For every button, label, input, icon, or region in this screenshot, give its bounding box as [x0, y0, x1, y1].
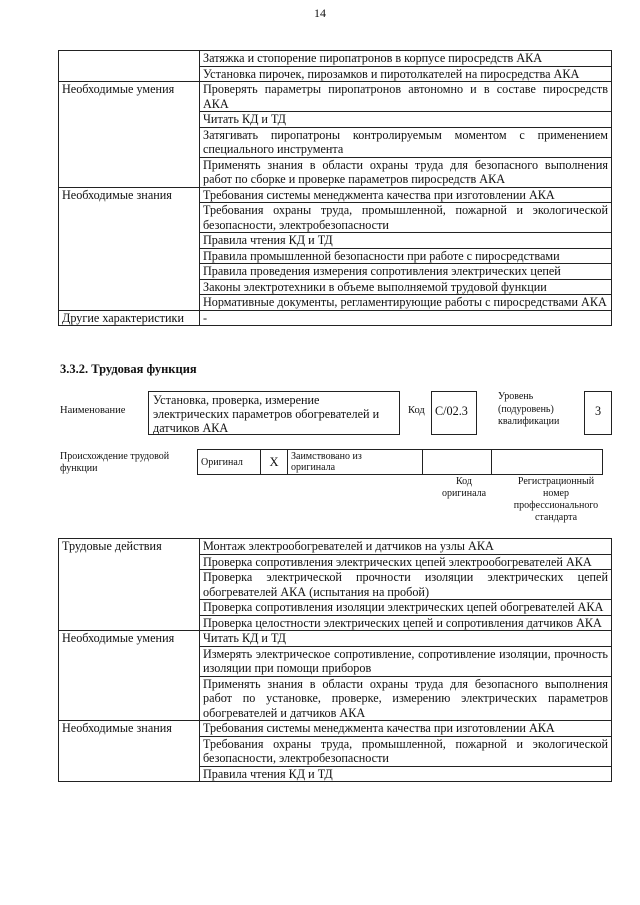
row-text: -	[200, 310, 612, 326]
row-text: Читать КД и ТД	[200, 112, 612, 128]
row-text: Проверка электрической прочности изоляции электрических цепей обогревателей АКА (испытания на пробой)	[200, 570, 612, 600]
function-code: С/02.3	[431, 391, 477, 435]
function-name: Установка, проверка, измерение электрических параметров обогревателей и датчиков АКА	[148, 391, 400, 435]
row-text: Правила промышленной безопасности при работе с пиросредствами	[200, 248, 612, 264]
registration-number-cell	[492, 450, 603, 475]
section-title: 3.3.2. Трудовая функция	[60, 362, 197, 376]
row-text: Проверка целостности электрических цепей и сопротивления датчиков АКА	[200, 615, 612, 631]
row-label: Другие характеристики	[59, 310, 200, 326]
level-label-line: Уровень	[498, 391, 534, 402]
original-label: Оригинал	[198, 450, 261, 475]
row-text: Нормативные документы, регламентирующие работы с пиросредствами АКА	[200, 295, 612, 311]
origin-label	[60, 451, 169, 475]
table-row	[59, 51, 612, 67]
code-caption	[430, 476, 498, 500]
row-text: Затягивать пиропатроны контролируемым моментом с применением специального инструмента	[200, 127, 612, 157]
original-mark: X	[261, 450, 288, 475]
row-text: Применять знания в области охраны труда для безопасного выполнения работ по установке, проверке, измерению электрических параметров обогревателей и датчиков АКА	[200, 676, 612, 721]
borrowed-label-line: Заимствовано из	[291, 451, 362, 462]
table-row	[59, 310, 612, 326]
origin-label-line: функции	[60, 463, 98, 474]
row-text: Читать КД и ТД	[200, 631, 612, 647]
table-row	[59, 721, 612, 737]
row-text: Законы электротехники в объеме выполняемой трудовой функции	[200, 279, 612, 295]
origin-label-line: Происхождение трудовой	[60, 451, 170, 462]
row-text: Установка пирочек, пирозамков и пиротолкателей на пиросредства АКА	[200, 66, 612, 82]
row-text: Проверка сопротивления изоляции электрических цепей обогревателей АКА	[200, 600, 612, 616]
level-label	[498, 391, 559, 429]
qualification-level: 3	[584, 391, 612, 435]
borrowed-label-line: оригинала	[291, 462, 336, 473]
function-header	[58, 391, 612, 435]
row-text: Проверка сопротивления электрических цепей электрообогревателей АКА	[200, 554, 612, 570]
page-number: 14	[314, 6, 326, 20]
row-label: Необходимые знания	[59, 187, 200, 310]
table-row	[59, 187, 612, 203]
registration-caption-line: профессионального	[513, 500, 599, 511]
labor-function-table	[58, 538, 612, 782]
table-row	[59, 539, 612, 555]
labor-function-table-continued	[58, 50, 612, 326]
row-text: Затяжка и стопорение пиропатронов в корпусе пиросредств АКА	[200, 51, 612, 67]
table-row	[198, 450, 603, 475]
row-text: Требования системы менеджмента качества при изготовлении АКА	[200, 187, 612, 203]
row-label	[59, 51, 200, 82]
registration-caption-line: Регистрационный	[517, 476, 595, 487]
row-text: Монтаж электрообогревателей и датчиков на узлы АКА	[200, 539, 612, 555]
registration-caption-line: стандарта	[534, 512, 578, 523]
row-label: Необходимые знания	[59, 721, 200, 782]
row-text: Требования охраны труда, промышленной, пожарной и экологической безопасности, электробезопасности	[200, 736, 612, 766]
row-label: Трудовые действия	[59, 539, 200, 631]
table-row	[59, 631, 612, 647]
row-text: Измерять электрическое сопротивление, сопротивление изоляции, прочность изоляции при помощи приборов	[200, 646, 612, 676]
registration-caption-line: номер	[543, 488, 569, 499]
row-label: Необходимые умения	[59, 82, 200, 188]
level-label-line: (подуровень)	[498, 403, 554, 415]
row-text: Требования охраны труда, промышленной, пожарной и экологической безопасности, электробезопасности	[200, 203, 612, 233]
registration-caption	[500, 476, 612, 524]
row-text: Применять знания в области охраны труда для безопасного выполнения работ по сборке и проверке параметров пиросредств АКА	[200, 157, 612, 187]
origin-table	[197, 449, 603, 475]
name-label: Наименование	[60, 405, 126, 416]
level-label-line: квалификации	[498, 416, 560, 427]
row-text: Правила чтения КД и ТД	[200, 233, 612, 249]
code-label: Код	[408, 405, 425, 416]
table-row	[59, 82, 612, 112]
code-caption-line: Код	[456, 476, 472, 487]
original-code-cell	[423, 450, 492, 475]
code-caption-line: оригинала	[441, 488, 487, 499]
row-text: Требования системы менеджмента качества при изготовлении АКА	[200, 721, 612, 737]
row-text: Правила чтения КД и ТД	[200, 766, 612, 782]
row-label: Необходимые умения	[59, 631, 200, 721]
borrowed-label	[288, 450, 423, 475]
row-text: Проверять параметры пиропатронов автономно и в составе пиросредств АКА	[200, 82, 612, 112]
row-text: Правила проведения измерения сопротивления электрических цепей	[200, 264, 612, 280]
